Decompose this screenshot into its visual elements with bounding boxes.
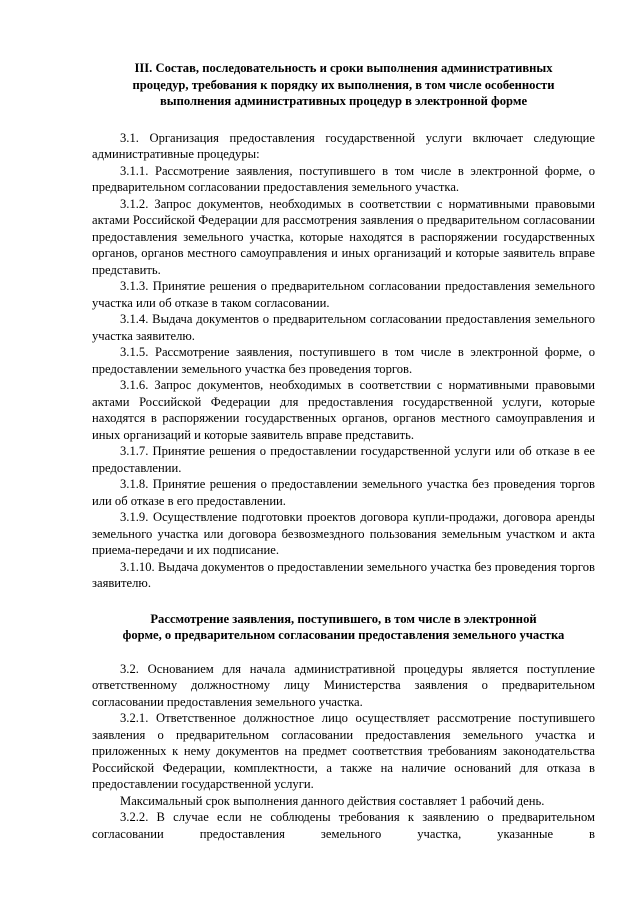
subsection-heading <box>92 611 595 644</box>
paragraph-3-1-9: 3.1.9. Осуществление подготовки проектов договора купли-продажи, договора аренды земельного участка или договора безвозмездного пользования земельным участком и акта приема-передачи и их подписание. <box>92 510 595 557</box>
paragraph-3-1-5: 3.1.5. Рассмотрение заявления, поступившего в том числе в электронной форме, о предоставлении земельного участка без проведения торгов. <box>92 345 595 376</box>
subsection-heading-line: форме, о предварительном согласовании предоставления земельного участка <box>122 628 565 642</box>
section-heading-line: выполнения административных процедур в электронной форме <box>159 94 528 108</box>
document-page <box>92 60 595 842</box>
paragraph-3-1-3: 3.1.3. Принятие решения о предварительном согласовании предоставления земельного участка или об отказе в таком согласовании. <box>92 279 595 310</box>
procedures-list <box>92 130 595 592</box>
paragraph-3-2-1: 3.2.1. Ответственное должностное лицо осуществляет рассмотрение поступившего заявления о предварительном согласовании предоставления земельного участка и приложенных к нему документов на предмет соответствия требованиям законодательства Российской Федерации, комплектности, а также на наличие оснований для отказа в предоставлении государственной услуги. <box>92 711 595 791</box>
section-heading-line: III. Состав, последовательность и сроки выполнения административных <box>134 61 553 75</box>
paragraph-3-1-2: 3.1.2. Запрос документов, необходимых в соответствии с нормативными правовыми актами Российской Федерации для рассмотрения заявления о предварительном согласовании предоставления земельного участка, которые находятся в распоряжении государственных органов, органов местного самоуправления и иных организаций и которые заявитель вправе представить. <box>92 196 595 277</box>
paragraph-3-1-8: 3.1.8. Принятие решения о предоставлении земельного участка без проведения торгов или об отказе в его предоставлении. <box>92 477 595 508</box>
paragraph-3-1-7: 3.1.7. Принятие решения о предоставлении государственной услуги или об отказе в ее предоставлении. <box>92 444 595 475</box>
procedure-3-2 <box>92 661 595 843</box>
paragraph-3-2: 3.2. Основанием для начала административной процедуры является поступление ответственному должностному лицу Министерства заявления о предварительном согласовании предоставления земельного участка. <box>92 661 595 709</box>
paragraph-3-1: 3.1. Организация предоставления государственной услуги включает следующие административные процедуры: <box>92 130 595 161</box>
section-heading-line: процедур, требования к порядку их выполнения, в том числе особенности <box>132 77 555 92</box>
paragraph-3-1-6: 3.1.6. Запрос документов, необходимых в соответствии с нормативными правовыми актами Российской Федерации для предоставления государственной услуги, которые находятся в распоряжении государственных органов, органов местного самоуправления и иных организаций и которые заявитель вправе представить. <box>92 378 595 442</box>
subsection-heading-line: Рассмотрение заявления, поступившего, в том числе в электронной <box>150 611 537 626</box>
paragraph-3-2-2: 3.2.2. В случае если не соблюдены требования к заявлению о предварительном согласовании предоставления земельного участка, указанные в <box>92 810 595 841</box>
section-heading <box>92 60 595 110</box>
paragraph-3-1-1: 3.1.1. Рассмотрение заявления, поступившего в том числе в электронной форме, о предварительном согласовании предоставления земельного участка. <box>92 163 595 194</box>
paragraph-3-1-10: 3.1.10. Выдача документов о предоставлении земельного участка без проведения торгов заявителю. <box>92 559 595 590</box>
paragraph-3-1-4: 3.1.4. Выдача документов о предварительном согласовании предоставления земельного участка заявителю. <box>92 312 595 343</box>
paragraph-max-term: Максимальный срок выполнения данного действия составляет 1 рабочий день. <box>120 793 545 808</box>
